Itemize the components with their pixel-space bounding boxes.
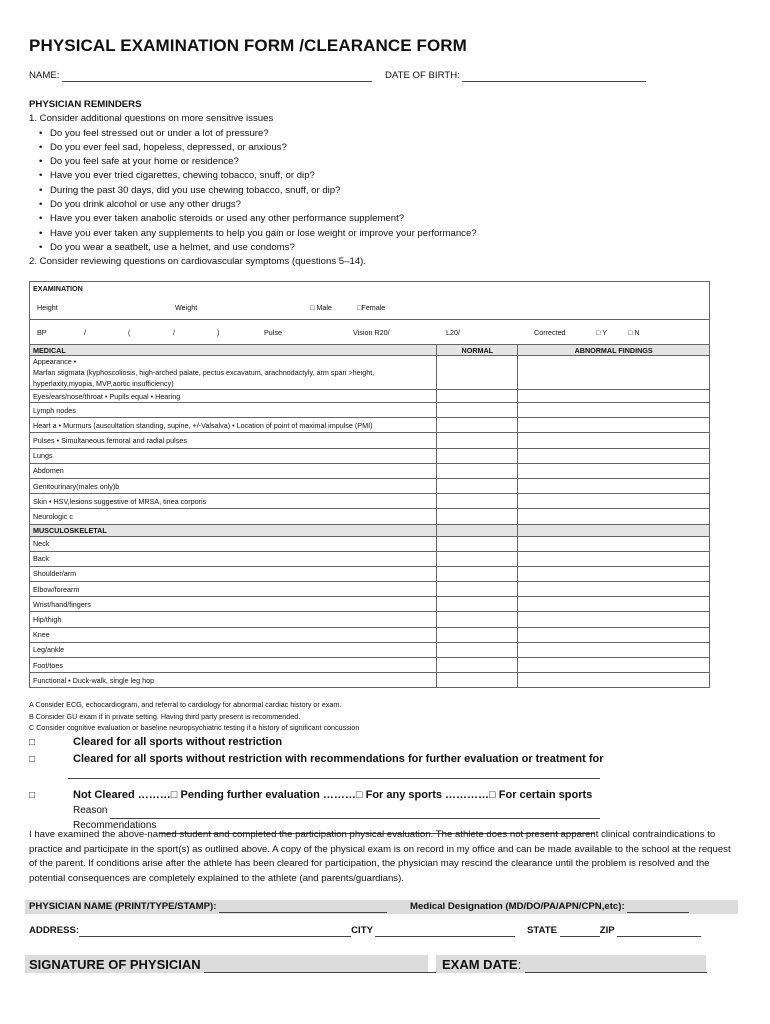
- appearance-cell: [30, 356, 437, 390]
- msk-row-label: Shoulder/arm: [30, 566, 437, 581]
- abnormal-cell[interactable]: [518, 536, 710, 551]
- normal-cell[interactable]: [437, 612, 518, 627]
- clearance-option-3-label: Not Cleared ………□ Pending further evaluation ………□ For any sports …………□ For certain sports: [73, 789, 593, 801]
- clearance-section: [29, 734, 729, 834]
- physician-name-row: [29, 901, 387, 913]
- corrected-yes-checkbox[interactable]: □ Y: [596, 328, 608, 337]
- bp-slash-2: /: [173, 328, 175, 337]
- dob-field[interactable]: [462, 70, 646, 82]
- examination-table: [29, 281, 710, 688]
- state-label: STATE: [527, 925, 558, 936]
- abnormal-cell[interactable]: [518, 463, 710, 478]
- recommendations-label: Recommendations: [73, 820, 157, 831]
- designation-row: [410, 901, 689, 913]
- reminders-heading: PHYSICIAN REMINDERS: [29, 99, 142, 110]
- reminder-bullet: • Do you feel stressed out or under a lot of pressure?: [39, 127, 729, 141]
- normal-cell[interactable]: [437, 551, 518, 566]
- footnote-c: C Consider cognitive evaluation or baseline neuropsychiatric testing if a history of significant concussion: [29, 723, 360, 732]
- bp-slash: /: [84, 328, 86, 337]
- eyes-label: Eyes/ears/nose/throat • Pupils equal • Hearing: [30, 390, 437, 403]
- abnormal-cell: [518, 524, 710, 536]
- abnormal-cell[interactable]: [518, 582, 710, 597]
- marfan-line-1: Marfan stigmata (kyphoscoliosis, high-arched palate, pectus excavatum, arachnodactyly, arm span >height,: [33, 368, 375, 377]
- female-checkbox[interactable]: □Female: [357, 302, 386, 312]
- corrected-no-checkbox[interactable]: □ N: [628, 328, 640, 337]
- medical-row-label: Skin • HSV,lesions suggestive of MRSA, tinea corporis: [30, 494, 437, 509]
- name-row: [29, 70, 372, 82]
- normal-cell: [437, 524, 518, 536]
- msk-row-label: Leg/ankle: [30, 642, 437, 657]
- physician-statement: I have examined the above-named student and completed the participation physical evaluation. The athlete does not present apparent clinical contraindications to practice and participate in the sport(s) as outlined above. A copy of the physical exam is on record in my office and can be made available to the school at the request of the parent. If conditions arise after the athlete has been cleared for participation, the physician may rescind the clearance until the problem is resolved and the potential consequences are completely explained to the athlete (and parents/guardians).: [29, 829, 731, 884]
- medical-row-label: Neurologic c: [30, 509, 437, 524]
- reminder-bullet: • Do you wear a seatbelt, use a helmet, and use condoms?: [39, 241, 729, 255]
- normal-cell[interactable]: [437, 403, 518, 418]
- reminder-bullet: • During the past 30 days, did you use chewing tobacco, snuff, or dip?: [39, 184, 729, 198]
- designation-field[interactable]: [627, 901, 689, 913]
- abnormal-cell[interactable]: [518, 509, 710, 524]
- reason-label: Reason: [73, 805, 108, 816]
- msk-row-label: Wrist/hand/fingers: [30, 597, 437, 612]
- footnotes: [29, 699, 729, 734]
- physician-name-label: PHYSICIAN NAME (PRINT/TYPE/STAMP):: [29, 901, 217, 912]
- abnormal-cell[interactable]: [518, 356, 710, 390]
- address-field[interactable]: [79, 925, 351, 937]
- normal-cell[interactable]: [437, 658, 518, 673]
- medical-row-label: Heart a • Murmurs (auscultation standing, supine, +/-Valsalva) • Location of point of maximal impulse (PMI): [30, 418, 437, 433]
- abnormal-cell[interactable]: [518, 494, 710, 509]
- city-field[interactable]: [375, 925, 515, 937]
- reminder-bullet: • Have you ever tried cigarettes, chewing tobacco, snuff, or dip?: [39, 169, 729, 183]
- medical-row-label: Genitourinary(males only)b: [30, 478, 437, 493]
- signature-label: SIGNATURE OF PHYSICIAN: [29, 957, 201, 972]
- state-zip-row: [527, 925, 701, 937]
- normal-cell[interactable]: [437, 597, 518, 612]
- pulse-label: Pulse: [264, 328, 282, 337]
- name-field[interactable]: [62, 70, 372, 82]
- bp-paren-open: (: [128, 328, 131, 337]
- footnote-a: A Consider ECG, echocardiogram, and referral to cardiology for abnormal cardiac history or exam.: [29, 700, 342, 709]
- msk-row-label: Elbow/forearm: [30, 582, 437, 597]
- normal-heading: NORMAL: [437, 345, 518, 356]
- vitals-row: [30, 320, 710, 345]
- reminders-item-2: 2. Consider reviewing questions on cardiovascular symptoms (questions 5–14).: [29, 256, 367, 268]
- checkbox-icon[interactable]: □: [29, 790, 36, 801]
- reason-row: [73, 804, 729, 819]
- abnormal-cell[interactable]: [518, 418, 710, 433]
- normal-cell[interactable]: [437, 356, 518, 390]
- address-row: [29, 925, 515, 937]
- clearance-option-3[interactable]: [29, 787, 729, 804]
- abnormal-cell[interactable]: [518, 566, 710, 581]
- abnormal-cell[interactable]: [518, 403, 710, 418]
- exam-date-field[interactable]: [525, 957, 707, 973]
- msk-row-label: Back: [30, 551, 437, 566]
- height-label: Height: [37, 302, 58, 312]
- abnormal-cell[interactable]: [518, 597, 710, 612]
- abnormal-heading: ABNORMAL FINDINGS: [518, 345, 710, 356]
- signature-field[interactable]: [204, 957, 444, 973]
- signature-row: [29, 957, 444, 973]
- abnormal-cell[interactable]: [518, 673, 710, 688]
- normal-cell[interactable]: [437, 448, 518, 463]
- normal-cell[interactable]: [437, 418, 518, 433]
- normal-cell[interactable]: [437, 673, 518, 688]
- clearance-option-2-label: Cleared for all sports without restriction with recommendations for further evaluation or treatment for: [73, 753, 604, 765]
- medical-row-label: Lungs: [30, 448, 437, 463]
- name-label: NAME:: [29, 70, 60, 81]
- dob-row: [385, 70, 646, 82]
- abnormal-cell[interactable]: [518, 658, 710, 673]
- medical-row-label: Lymph nodes: [30, 403, 437, 418]
- abnormal-cell[interactable]: [518, 390, 710, 403]
- bp-paren-close: ): [217, 328, 220, 337]
- normal-cell[interactable]: [437, 509, 518, 524]
- corrected-label: Corrected: [534, 328, 566, 337]
- medical-row-label: Pulses • Simultaneous femoral and radial pulses: [30, 433, 437, 448]
- male-checkbox[interactable]: □ Male: [310, 302, 332, 312]
- dob-label: DATE OF BIRTH:: [385, 70, 460, 81]
- msk-row-label: Neck: [30, 536, 437, 551]
- msk-row-label: Functional • Duck-walk, single leg hop: [30, 673, 437, 688]
- weight-label: Weight: [175, 302, 198, 312]
- marfan-line-2: hyperlaxity,myopia, MVP,aortic insufficiency): [33, 379, 174, 388]
- form-title: PHYSICAL EXAMINATION FORM /CLEARANCE FORM: [29, 36, 467, 55]
- normal-cell[interactable]: [437, 478, 518, 493]
- msk-row-label: Foot/toes: [30, 658, 437, 673]
- examination-heading: EXAMINATION: [30, 282, 710, 295]
- reminders-bullets: [39, 127, 729, 256]
- reminder-bullet: • Have you ever taken anabolic steroids or used any other performance supplement?: [39, 212, 729, 226]
- vision-right-label: Vision R20/: [353, 328, 390, 337]
- normal-cell[interactable]: [437, 494, 518, 509]
- appearance-label: Appearance •: [33, 357, 77, 366]
- reminder-bullet: • Have you ever taken any supplements to help you gain or lose weight or improve your performance?: [39, 227, 729, 241]
- reminders-item-1: 1. Consider additional questions on more sensitive issues: [29, 113, 274, 125]
- normal-cell[interactable]: [437, 536, 518, 551]
- medical-row-label: Abdomen: [30, 463, 437, 478]
- state-field[interactable]: [560, 925, 600, 937]
- physician-reminders: [29, 98, 729, 270]
- normal-cell[interactable]: [437, 582, 518, 597]
- exam-date-row: [442, 957, 707, 973]
- vision-left-label: L20/: [446, 328, 460, 337]
- normal-cell[interactable]: [437, 642, 518, 657]
- abnormal-cell[interactable]: [518, 478, 710, 493]
- medical-heading: MEDICAL: [30, 345, 437, 356]
- treatment-line[interactable]: [68, 768, 600, 779]
- zip-field[interactable]: [617, 925, 701, 937]
- abnormal-cell[interactable]: [518, 612, 710, 627]
- clearance-option-2[interactable]: [29, 751, 729, 768]
- exam-date-label: EXAM DATE: [442, 957, 518, 972]
- designation-label: Medical Designation (MD/DO/PA/APN/CPN,etc):: [410, 901, 625, 912]
- bp-label: BP: [37, 328, 47, 337]
- musculoskeletal-heading: MUSCULOSKELETAL: [30, 524, 437, 536]
- height-weight-row: [30, 295, 710, 320]
- abnormal-cell[interactable]: [518, 448, 710, 463]
- abnormal-cell[interactable]: [518, 642, 710, 657]
- msk-row-label: Hip/thigh: [30, 612, 437, 627]
- abnormal-cell[interactable]: [518, 551, 710, 566]
- msk-row-label: Knee: [30, 627, 437, 642]
- reason-field[interactable]: [110, 804, 600, 819]
- normal-cell[interactable]: [437, 566, 518, 581]
- exam-date-colon: :: [517, 957, 522, 972]
- normal-cell[interactable]: [437, 463, 518, 478]
- city-label: CITY: [351, 925, 373, 936]
- normal-cell[interactable]: [437, 627, 518, 642]
- checkbox-icon[interactable]: □: [29, 754, 36, 765]
- abnormal-cell[interactable]: [518, 627, 710, 642]
- normal-cell[interactable]: [437, 390, 518, 403]
- checkbox-icon[interactable]: □: [29, 737, 36, 748]
- address-label: ADDRESS:: [29, 925, 80, 936]
- abnormal-cell[interactable]: [518, 433, 710, 448]
- reminder-bullet: • Do you feel safe at your home or residence?: [39, 155, 729, 169]
- normal-cell[interactable]: [437, 433, 518, 448]
- reminder-bullet: • Do you drink alcohol or use any other drugs?: [39, 198, 729, 212]
- clearance-option-1-label: Cleared for all sports without restriction: [73, 736, 283, 748]
- zip-label: ZIP: [599, 925, 615, 936]
- reminder-bullet: • Do you ever feel sad, hopeless, depressed, or anxious?: [39, 141, 729, 155]
- physician-name-field[interactable]: [219, 901, 387, 913]
- footnote-b: B Consider GU exam if in private setting. Having third party present is recommended.: [29, 711, 301, 721]
- clearance-option-1[interactable]: [29, 734, 729, 751]
